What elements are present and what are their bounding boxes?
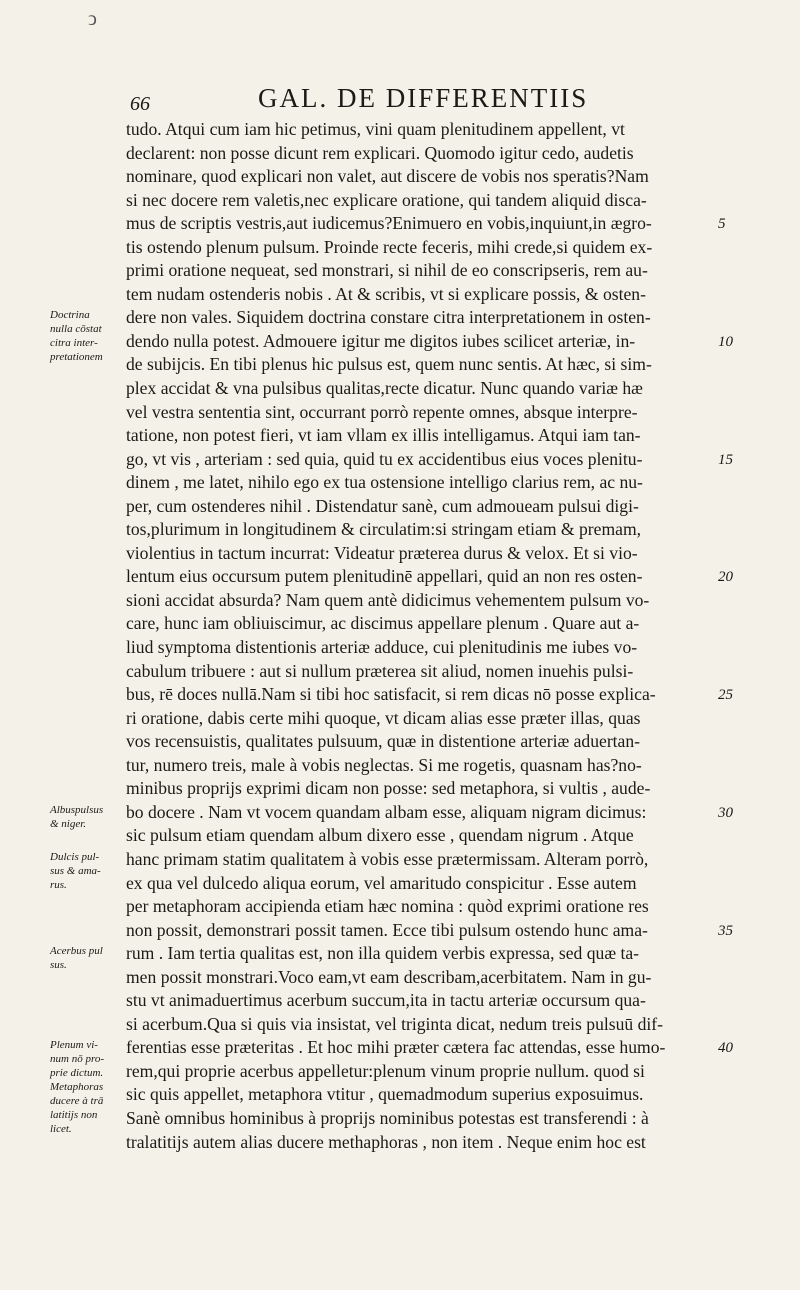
text-line: tudo. Atqui cum iam hic petimus, vini quam plenitudinem appellent, vt bbox=[126, 119, 625, 139]
margin-note-line: ducere à trā bbox=[50, 1095, 104, 1108]
text-line: ri oratione, dabis certe mihi quoque, vt dicam alias esse præter illas, quas bbox=[126, 707, 641, 728]
text-line: dere non vales. Siquidem doctrina constare citra interpretationem in osten- bbox=[126, 307, 651, 328]
text-line: tis ostendo plenum pulsum. Proinde recte feceris, mihi crede,si quidem ex- bbox=[126, 236, 653, 257]
margin-note-line: prie dictum. bbox=[50, 1067, 104, 1080]
margin-note bbox=[50, 308, 122, 364]
margin-note-line: Metaphoras bbox=[50, 1081, 104, 1094]
margin-note bbox=[50, 944, 122, 972]
text-line: rem,qui proprie acerbus appelletur:plenum vinum proprie nullum. quod si bbox=[126, 1060, 645, 1081]
text-line: hanc primam statim qualitatem à vobis esse prætermissam. Alteram porrò, bbox=[126, 848, 649, 869]
page-number: 66 bbox=[130, 93, 150, 115]
line-number: 10 bbox=[718, 333, 733, 350]
text-line: liud symptoma distentionis arteriæ adduce, cui plenitudinis me iubes vo- bbox=[126, 637, 638, 658]
margin-note-line: licet. bbox=[50, 1123, 72, 1136]
margin-note-line: & niger. bbox=[50, 817, 87, 830]
text-line: cabulum tribuere : aut si nullum præterea sit aliud, nomen inuehis pulsi- bbox=[126, 660, 634, 681]
margin-note-line: num nō pro- bbox=[50, 1053, 104, 1066]
running-head: GAL. DE DIFFERENTIIS bbox=[258, 83, 589, 113]
line-number: 30 bbox=[718, 804, 733, 821]
text-line: sioni accidat absurda? Nam quem antè didicimus vehementem pulsum vo- bbox=[126, 589, 650, 610]
margin-note-line: Dulcis pul- bbox=[50, 851, 100, 864]
text-line: tos,plurimum in longitudinem & circulatim:si stringam etiam & premam, bbox=[126, 519, 642, 540]
text-line: per metaphoram accipienda etiam hæc nomina : quòd exprimi oratione res bbox=[126, 896, 649, 917]
text-line: per, cum ostenderes nihil . Distendatur sanè, cum admoueam pulsui digi- bbox=[126, 495, 639, 516]
body-text bbox=[126, 118, 721, 1154]
ink-stain-mark: ↄ bbox=[88, 8, 97, 30]
text-line: bus, rē doces nullā.Nam si tibi hoc satisfacit, si rem dicas nō posse explica- bbox=[126, 684, 656, 705]
line-number: 25 bbox=[718, 687, 733, 704]
text-line: ferentias esse præteritas . Et hoc mihi præter cætera fac attendas, esse humo- bbox=[126, 1037, 666, 1058]
line-number: 20 bbox=[718, 569, 733, 586]
margin-note-line: rus. bbox=[50, 879, 67, 892]
text-line: bo docere . Nam vt vocem quandam albam esse, aliquam nigram dicimus: bbox=[126, 801, 647, 822]
text-line: vos recensuistis, qualitates pulsuum, quæ in distentione arteriæ aduertan- bbox=[126, 731, 641, 752]
text-line: sic quis appellet, metaphora vtitur , quemadmodum superius exposuimus. bbox=[126, 1084, 644, 1105]
text-line: minibus proprijs exprimi dicam non posse: sed metaphora, si vultis , aude- bbox=[126, 778, 651, 799]
line-number: 15 bbox=[718, 451, 733, 468]
text-line: lentum eius occursum putem plenitudinē appellari, quid an non res osten- bbox=[126, 566, 643, 587]
margin-note-line: latitijs non bbox=[50, 1109, 98, 1122]
text-line: si nec docere rem valetis,nec explicare oratione, qui tandem aliquid disca- bbox=[126, 189, 647, 210]
margin-note bbox=[50, 1038, 122, 1136]
margin-note-line: nulla cōstat bbox=[50, 323, 102, 336]
text-line: plex accidat & vna pulsibus qualitas,recte dicatur. Nunc quando variæ hæ bbox=[126, 378, 643, 399]
text-line: tatione, non potest fieri, vt iam vllam ex illis intelligamus. Atqui iam tan- bbox=[126, 425, 641, 446]
line-number: 5 bbox=[718, 216, 726, 233]
text-line: declarent: non posse dicunt rem explicari. Quomodo igitur cedo, audetis bbox=[126, 142, 634, 163]
text-line: tralatitijs autem alias ducere methaphoras , non item . Neque enim hoc est bbox=[126, 1131, 646, 1152]
text-line: rum . Iam tertia qualitas est, non illa quidem verbis expressa, sed quæ ta- bbox=[126, 943, 640, 964]
line-number: 35 bbox=[718, 922, 733, 939]
text-line: Sanè omnibus hominibus à proprijs nominibus potestas est transferendi : à bbox=[126, 1107, 649, 1128]
text-line: dinem , me latet, nihilo ego ex tua ostensione intelligo clarius rem, ac nu- bbox=[126, 472, 643, 493]
text-line: sic pulsum etiam quendam album dixero esse , quendam nigrum . Atque bbox=[126, 825, 634, 846]
text-line: tur, numero treis, male à vobis neglectas. Si me rogetis, quasnam has?no- bbox=[126, 754, 642, 775]
text-line: nominare, quod explicari non valet, aut discere de vobis nos speratis?Nam bbox=[126, 166, 649, 187]
margin-note-line: sus. bbox=[50, 959, 67, 972]
margin-note-line: Plenum vi- bbox=[50, 1039, 98, 1052]
text-line: tem nudam ostenderis nobis . At & scribis, vt si explicare possis, & osten- bbox=[126, 283, 646, 304]
text-line: stu vt animaduertimus acerbum succum,ita in tactu arteriæ occursum qua- bbox=[126, 990, 646, 1011]
text-line: de subijcis. En tibi plenus hic pulsus est, quem nunc sentis. At hæc, si sim- bbox=[126, 354, 652, 375]
text-line: men possit monstrari.Voco eam,vt eam describam,acerbitatem. Nam in gu- bbox=[126, 966, 652, 987]
margin-note-line: Acerbus pul bbox=[50, 945, 103, 958]
text-line: non possit, demonstrari possit tamen. Ecce tibi pulsum ostendo hunc ama- bbox=[126, 919, 648, 940]
margin-note bbox=[50, 803, 122, 831]
text-line: primi oratione nequeat, sed monstrari, si nihil de eo conscripseris, rem au- bbox=[126, 260, 648, 281]
text-line: dendo nulla potest. Admouere igitur me digitos iubes scilicet arteriæ, in- bbox=[126, 330, 636, 351]
margin-note-line: Doctrina bbox=[50, 309, 90, 322]
margin-note-line: pretationem bbox=[50, 351, 103, 364]
text-line: si acerbum.Qua si quis via insistat, vel triginta dicat, nedum treis pulsuū dif- bbox=[126, 1013, 663, 1034]
text-line: care, hunc iam obliuiscimur, ac discimus appellare plenum . Quare aut a- bbox=[126, 613, 640, 634]
margin-note-line: citra inter- bbox=[50, 337, 98, 350]
text-line: ex qua vel dulcedo aliqua eorum, vel amaritudo conspicitur . Esse autem bbox=[126, 872, 637, 893]
line-number: 40 bbox=[718, 1040, 733, 1057]
text-line: mus de scriptis vestris,aut iudicemus?Enimuero en vobis,inquiunt,in ægro- bbox=[126, 213, 652, 234]
text-line: violentius in tactum incurrat: Videatur præterea durus & velox. Et si vio- bbox=[126, 542, 638, 563]
text-line: go, vt vis , arteriam : sed quia, quid tu ex accidentibus eius voces plenitu- bbox=[126, 448, 643, 469]
margin-note-line: sus & ama- bbox=[50, 865, 101, 878]
text-line: vel vestra sententia sint, occurrant porrò repente omnes, absque interpre- bbox=[126, 401, 638, 422]
margin-note bbox=[50, 850, 122, 892]
margin-note-line: Albuspulsus bbox=[50, 803, 104, 816]
